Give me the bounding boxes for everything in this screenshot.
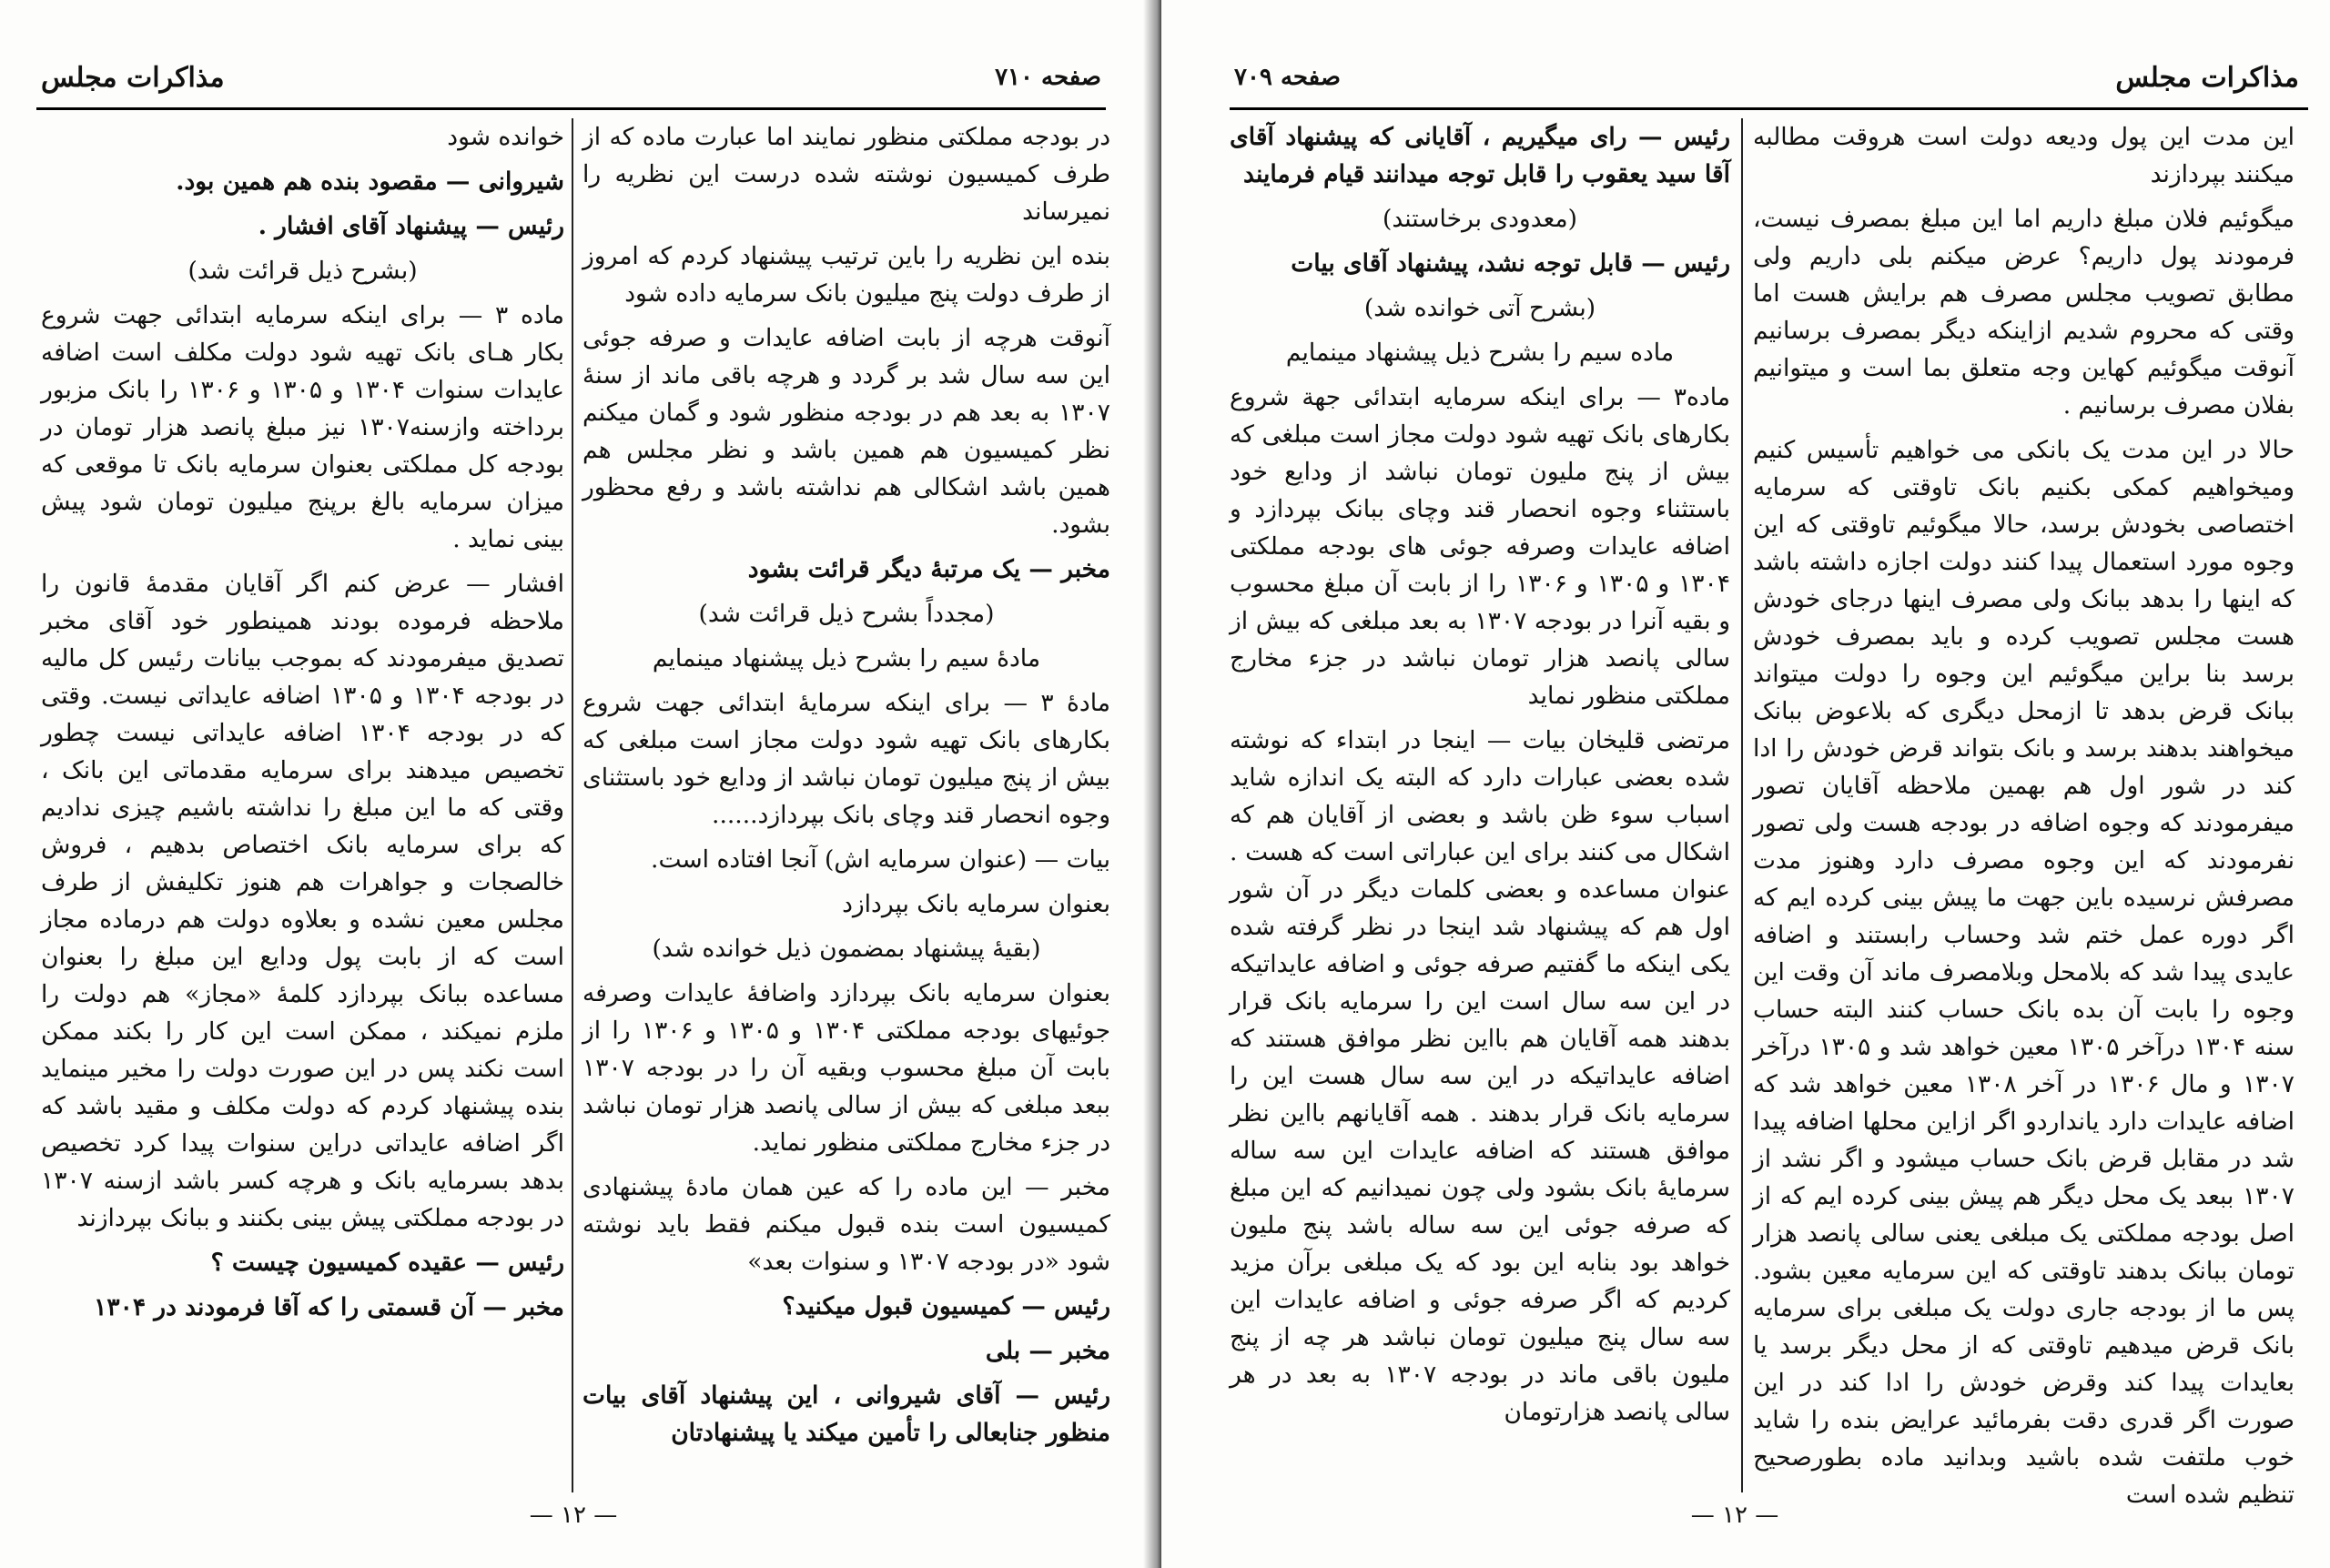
left-page-header — [41, 53, 1101, 102]
paragraph: بنده این نظریه را باین ترتیب پیشنهاد کردم که امروز از طرف دولت پنج میلیون بانک سرمایه داده شود — [582, 242, 1110, 308]
left-page-column-left — [41, 118, 564, 1492]
speaker-line: بیات — (عنوان سرمایه اش) آنجا افتاده است. — [651, 845, 1110, 874]
paragraph: بعنوان سرمایه بانک بپردازد — [842, 890, 1110, 918]
speaker-line: مخبر — این ماده را که عین همان مادهٔ پیشنهادی کمیسیون است بنده قبول میکنم فقط باید نوشته شود «در بودجه ۱۳۰۷ و سنوات بعد» — [582, 1173, 1110, 1276]
right-page — [1161, 0, 2330, 1568]
right-page-number: صفحه ۷۰۹ — [1234, 64, 1341, 91]
article-text: ماده ۳ — برای اینکه سرمایه ابتدائی جهت شروع بکار هـای بانک تهیه شود دولت مکلف است اضافه عایدات سنوات ۱۳۰۴ و ۱۳۰۵ و ۱۳۰۶ را بانک مزبور برداخته وازسنه۱۳۰۷ نیز مبلغ پانصد هزار تومان در بودجه کل مملکتی بعنوان سرمایه بانک تا موقعی که میزان سرمایه بالغ برپنج میلیون تومان شود پیش بینی نماید . — [41, 301, 565, 553]
stage-direction: (مجدداً بشرح ذیل قرائت شد) — [698, 600, 995, 628]
left-column-divider — [572, 118, 573, 1492]
paragraph: میگوئیم فلان مبلغ داریم اما این مبلغ بمصرف نیست، فرمودند پول داریم؟ عرض میکنم بلی داریم ولی مطابق تصویب مجلس مصرف هم برایش هست اما وقتی که محروم شدیم ازاینکه دیگر بمصرف برسانیم آنوقت میگوئیم کهاین وجه متعلق بما است و میتوانیم بفلان مصرف برسانیم . — [1753, 205, 2295, 420]
paragraph: آنوقت هرچه از بابت اضافه عایدات و صرفه جوئی این سه سال شد بر گردد و هرچه باقی ماند از سنهٔ ۱۳۰۷ به بعد هم در بودجه منظور شود و گمان میکنم نظر کمیسیون هم همین باشد و نظر مجلس هم همین باشد اشکالی هم نداشته باشد و رفع محظور بشود. — [582, 324, 1110, 539]
paragraph: حالا در این مدت یک بانکی می خواهیم تأسیس کنیم ومیخواهیم کمکی بکنیم بانک تاوقتی که سرمایه اختصاصی بخودش برسد، حالا میگوئیم تاوقتی که این وجوه مورد استعمال پیدا کنند دولت اجازه داشته باشد که اینها را بدهد ببانک ولی مصرف اینها درجای خودش هست مجلس تصویب کرده و باید بمصرف خودش برسد بنا براین میگوئیم این وجوه را دولت میتواند ببانک قرض بدهد تا ازمحل دیگری که بلاعوض ببانک میخواهند بدهند برسد و بانک بتواند قرض خودش را ادا کند در شور اول هم بهمین ملاحظه آقایان تصور میفرمودند که وجوه اضافه در بودجه هست ولی تصور نفرمودند که این وجوه مصرف دارد وهنوز مدت مصرفش نرسیده باین جهت ما پیش بینی کرده ایم که اگر دوره عمل ختم شد وحساب رابستند و اضافه عایدی پیدا شد که بلامحل وبلامصرف ماند آن وقت این وجوه را بابت آن بده بانک حساب کنند البته حساب سنه ۱۳۰۴ درآخر ۱۳۰۵ معین خواهد شد و ۱۳۰۵ درآخر ۱۳۰۷ و مال ۱۳۰۶ در آخر ۱۳۰۸ معین خواهد شد که اضافه عایدات دارد یانداردو اگر ازاین محلها اضافه پیدا شد در مقابل قرض بانک حساب میشود و اگر نشد از ۱۳۰۷ ببعد یک محل دیگر هم پیش بینی کرده ایم که از اصل بودجه مملکتی یک مبلغی یعنی سالی پانصد هزار تومان ببانک بدهند تاوقتی که این سرمایه معین بشود. پس ما از بودجه جاری دولت یک مبلغی برای سرمایه بانک قرض میدهیم تاوقتی که از محل دیگر برسد یا بعایدات پیدا کند وقرض خودش را ادا کند در این صورت اگر قدری دقت بفرمائید عرایض بنده را شاید خوب ملتفت شده باشید وبدانید ماده بطورصحیح تنظیم شده است — [1753, 436, 2295, 1509]
paragraph: در بودجه مملکتی منظور نمایند اما عبارت ماده که از طرف کمیسیون نوشته شده درست این نظریه را نمیرساند — [582, 123, 1110, 226]
speaker-line: رئیس — کمیسیون قبول میکنید؟ — [782, 1292, 1110, 1320]
right-header-rule — [1230, 107, 2308, 110]
stage-direction: (بقیهٔ پیشنهاد بمضمون ذیل خوانده شد) — [652, 935, 1041, 963]
right-page-footer: — ۱۲ — — [1690, 1502, 1779, 1529]
proposal-intro: مادهٔ سیم را بشرح ذیل پیشنهاد مینمایم — [652, 644, 1041, 673]
left-header-rule — [36, 107, 1106, 110]
left-page-column-right — [582, 118, 1110, 1492]
speech: افشار — عرض کنم اگر آقایان مقدمهٔ قانون را ملاحظه فرموده بودند همینطور خود آقای مخبر تصدیق میفرمودند که بموجب بیانات رئیس کل مالیه در بودجه ۱۳۰۴ و ۱۳۰۵ اضافه عایداتی نیست. وقتی که در بودجه ۱۳۰۴ اضافه عایداتی نیست چطور تخصیص میدهند برای سرمایه مقدماتی این بانک ، وقتی که ما این مبلغ را نداشته باشیم چیزی ندادیم که برای سرمایه بانک اختصاص بدهیم ، فروش خالصجات و جواهرات هم هنوز تکلیفش از طرف مجلس معین نشده و بعلاوه دولت هم درماده مجاز است که از بابت پول ودایع این مبلغ را بعنوان مساعده ببانک بپردازد کلمهٔ «مجاز» هم دولت را ملزم نمیکند ، ممکن است این کار را بکند ممکن است نکند پس در این صورت دولت را مخیر مینماید بنده پیشنهاد کردم که دولت مکلف و مقید باشد که اگر اضافه عایداتی دراین سنوات پیدا کرد تخصیص بدهد بسرمایه بانک و هرچه کسر باشد ازسنه ۱۳۰۷ در بودجه مملکتی پیش بینی بکنند و ببانک بپردازند — [41, 570, 564, 1232]
speaker-line: رئیس — آقای شیروانی ، این پیشنهاد آقای بیات منظور جنابعالی را تأمین میکند یا پیشنهادتان — [582, 1381, 1110, 1447]
article-text: ماده۳ — برای اینکه سرمایه ابتدائی جهة شروع بکارهای بانک تهیه شود دولت مجاز است مبلغی که بیش از پنج ملیون تومان نباشد از ودایع خود باستثناء وجوه انحصار قند وچای ببانک بپردازد و اضافه عایدات وصرفه جوئی های بودجه مملکتی ۱۳۰۴ و ۱۳۰۵ و ۱۳۰۶ را از بابت آن مبلغ محسوب و بقیه آنرا در بودجه ۱۳۰۷ به بعد مبلغی که بیش از سالی پانصد هزار تومان نباشد در جزء مخارج مملکتی منظور نماید — [1230, 383, 1730, 710]
article-text: مادهٔ ۳ — برای اینکه سرمایهٔ ابتدائی جهت شروع بکارهای بانک تهیه شود دولت مجاز است مبلغی که بیش از پنج میلیون تومان نباشد از ودایع خود باستثنای وجوه انحصار قند وچای بانک بپردازد...... — [582, 689, 1110, 829]
speaker-line: رئیس — پیشنهاد آقای افشار . — [258, 212, 564, 240]
speaker-line: رئیس — رای میگیریم ، آقایانی که پیشنهاد آقای آقا سید یعقوب را قابل توجه میدانند قیام فرمایند — [1230, 123, 1730, 188]
speaker-line: مخبر — یک مرتبهٔ دیگر قرائت بشود — [747, 555, 1110, 583]
article-text: بعنوان سرمایه بانک بپردازد واضافهٔ عایدات وصرفه جوئیهای بودجه مملکتی ۱۳۰۴ و ۱۳۰۵ و ۱۳۰۶ را از بابت آن مبلغ محسوب وبقیه آن را در بودجه ۱۳۰۷ ببعد مبلغی که بیش از سالی پانصد هزار تومان نباشد در جزء مخارج مملکتی منظور نماید. — [582, 979, 1110, 1157]
speaker-line: رئیس — قابل توجه نشد، پیشنهاد آقای بیات — [1291, 249, 1730, 278]
paragraph: این مدت این پول ودیعه دولت است هروقت مطالبه میکنند بپردازند — [1753, 123, 2295, 188]
stage-direction: (بشرح آتی خوانده شد) — [1363, 294, 1596, 322]
left-page — [0, 0, 1158, 1568]
paragraph: خوانده شود — [447, 123, 564, 151]
left-page-footer: — ۱۲ — — [529, 1502, 618, 1529]
stage-direction: (بشرح ذیل قرائت شد) — [187, 257, 418, 285]
proposal-intro: ماده سیم را بشرح ذیل پیشنهاد مینمایم — [1285, 339, 1675, 367]
right-header-title: مذاکرات مجلس — [2115, 61, 2299, 94]
right-page-column-left — [1230, 118, 1730, 1492]
right-page-column-right — [1753, 118, 2295, 1509]
right-column-divider — [1741, 118, 1743, 1492]
stage-direction: (معدودی برخاستند) — [1383, 205, 1577, 233]
right-page-header — [1234, 53, 2299, 102]
speech: مرتضی قلیخان بیات — اینجا در ابتداء که نوشته شده بعضی عبارات دارد که البته یک اندازه شاید اسباب سوء ظن باشد و بعضی از آقایان هم که اشکال می کنند برای این عباراتی است که هست . عنوان مساعده و بعضی کلمات دیگر در آن شور اول هم که پیشنهاد شد اینجا در نظر گرفته شده یکی اینکه ما گفتیم صرفه جوئی و اضافه عایداتیکه در این سه سال است این را سرمایه بانک قرار بدهند همه آقایان هم بااین نظر موافق هستند که اضافه عایداتیکه در این سه سال هست این را سرمایه بانک قرار بدهند . همه آقایانهم بااین نظر موافق هستند که اضافه عایدات این سه ساله سرمایهٔ بانک بشود ولی چون نمیدانیم که این مبلغ که صرفه جوئی این سه ساله باشد پنج ملیون خواهد بود بنابه این بود که یک مبلغی برآن مزید کردیم که اگر صرفه جوئی و اضافه عایدات این سه سال پنج میلیون تومان نباشد هر چه از پنج ملیون باقی ماند در بودجه ۱۳۰۷ به بعد در هر سالی پانصد هزارتومان — [1230, 726, 1730, 1426]
speaker-line: شیروانی — مقصود بنده هم همین بود. — [176, 167, 564, 196]
left-header-title: مذاکرات مجلس — [41, 61, 225, 94]
left-page-number: صفحه ۷۱۰ — [995, 64, 1101, 91]
speaker-line: مخبر — آن قسمتی را که آقا فرمودند در ۱۳۰۴ — [94, 1293, 564, 1321]
speaker-line: رئیس — عقیده کمیسیون چیست ؟ — [210, 1249, 564, 1277]
speaker-line: مخبر — بلی — [985, 1337, 1110, 1365]
